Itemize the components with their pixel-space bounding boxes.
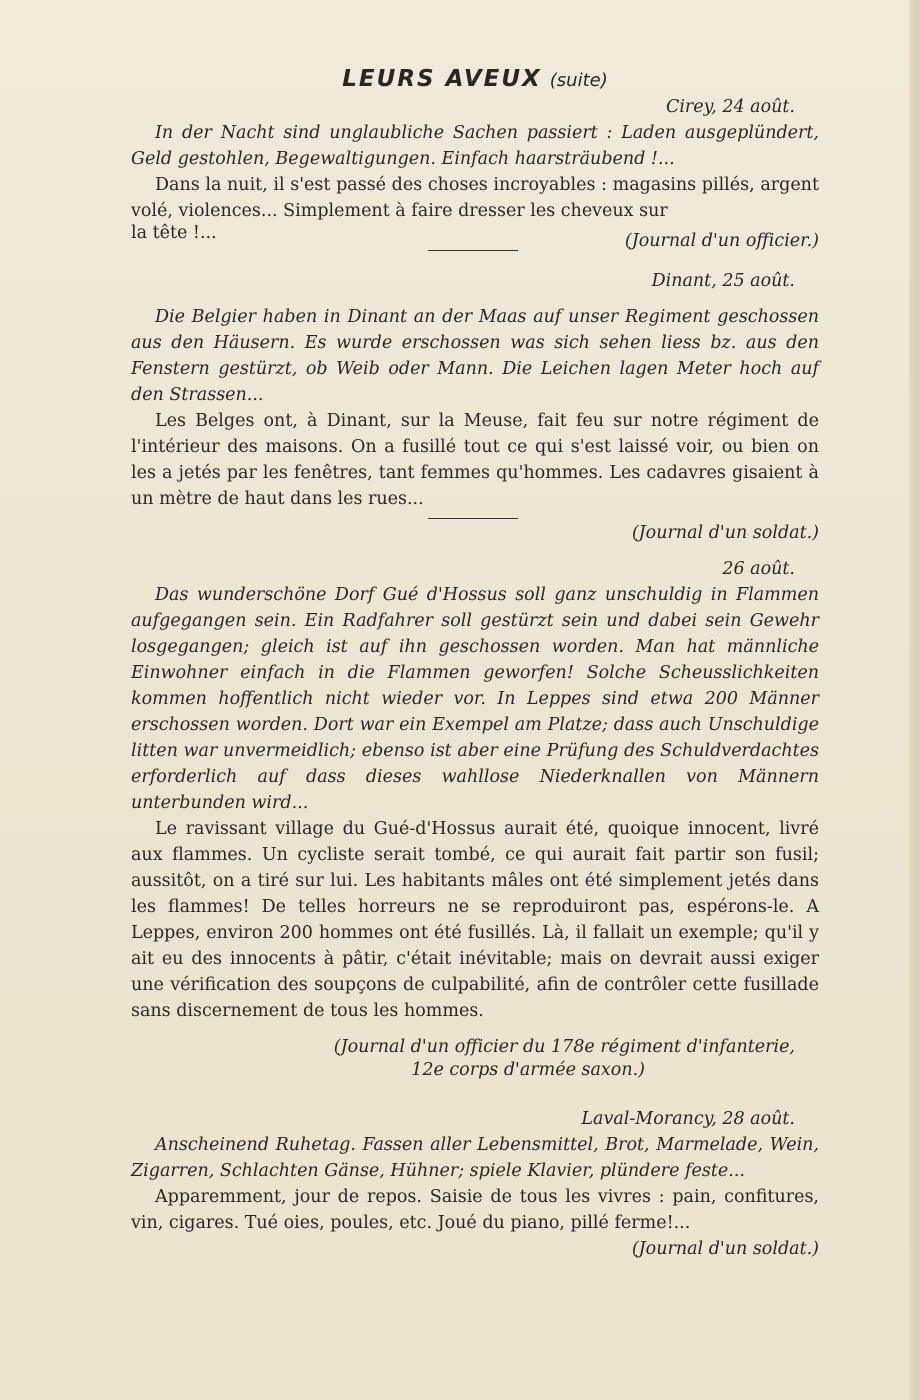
entry-date: 26 août. [722,559,795,579]
french-text: Dans la nuit, il s'est passé des choses incroyables : magasins pillés, argent volé, violences... Simplement à faire dresser les cheveux sur [131,175,819,221]
french-text-end: la tête !... [131,223,217,243]
section-divider [428,250,518,251]
paper-edge [909,0,919,1400]
title-suffix: (suite) [549,70,608,91]
entry-closing [131,224,819,258]
source-citation: (Journal d'un officier.) [624,231,819,251]
french-text: Apparemment, jour de repos. Saisie de tous les vivres : pain, confitures, vin, cigares. Tué oies, poules, etc. Joué du piano, pillé ferme!... [131,1187,819,1233]
german-text: Die Belgier haben in Dinant an der Maas auf unser Regiment geschossen aus den Häusern. Es wurde erschossen was sich sehen liess bz. aus den Fenstern gestürzt, ob Weib oder Mann. Die Leichen lagen Meter hoch auf den Strassen... [131,307,819,405]
entry-date: Laval-Morancy, 28 août. [581,1109,795,1129]
french-text: Les Belges ont, à Dinant, sur la Meuse, fait feu sur notre régiment de l'intérieur des maisons. On a fusillé tout ce qui s'est laissé voir, ou bien on les a jetés par les fenêtres, tant femmes qu'hommes. Les cadavres gisaient à un mètre de haut dans les rues... [131,411,819,509]
source-line-2: 12e corps d'armée saxon.) [411,1060,645,1080]
document-body [131,64,819,1262]
french-text: Le ravissant village du Gué-d'Hossus aurait été, quoique innocent, livré aux flammes. Un cycliste serait tombé, ce qui aurait fait partir son fusil; aussitôt, on a tiré sur lui. Les habitants mâles ont été simplement jetés dans les flammes! De telles horreurs ne se reproduiront pas, espérons-le. A Leppes, environ 200 hommes ont été fusillés. Là, il fallait un exemple; qu'il y ait eu des innocents à pâtir, c'était inévitable; mais on devrait aussi exiger une vérification des soupçons de culpabilité, afin de contrôler cette fusillade sans discernement de tous les hommes. [131,819,819,1021]
source-line-1: (Journal d'un officier du 178e régiment d'infanterie, [333,1037,795,1057]
german-text: Anscheinend Ruhetag. Fassen aller Lebensmittel, Brot, Marmelade, Wein, Zigarren, Schlachten Gänse, Hühner; spiele Klavier, plündere feste... [131,1135,819,1181]
entry-cirey [131,94,819,258]
german-text: In der Nacht sind unglaubliche Sachen passiert : Laden ausgeplündert, Geld gestohlen, Begewaltigungen. Einfach haarsträubend !... [131,123,819,169]
page-title [131,64,819,94]
source-citation [131,1034,819,1080]
title-main: LEURS AVEUX [342,66,542,92]
german-text: Das wunderschöne Dorf Gué d'Hossus soll ganz unschuldig in Flammen aufgegangen sein. Ein Radfahrer soll gestürzt sein und dabei sein Gewehr losgegangen; gleich ist auf ihn geschossen worden. Man hat männliche Einwohner einfach in die Flammen geworfen! Solche Scheusslichkeiten kommen hoffentlich nicht wieder vor. In Leppes sind etwa 200 Männer erschossen worden. Dort war ein Exempel am Platze; dass auch Unschuldige litten war unvermeidlich; ebenso ist aber eine Prüfung des Schuldverdachtes erforderlich auf dass dieses wahllose Niederknallen von Männern unterbunden wird... [131,585,819,813]
entry-date: Dinant, 25 août. [651,271,795,291]
entry-dinant [131,268,819,546]
entry-laval-morancy [131,1106,819,1262]
entry-date: Cirey, 24 août. [665,97,795,117]
source-citation: (Journal d'un soldat.) [631,523,819,543]
section-divider [428,518,518,519]
source-citation: (Journal d'un soldat.) [631,1239,819,1259]
entry-gue-dhossus [131,556,819,1080]
